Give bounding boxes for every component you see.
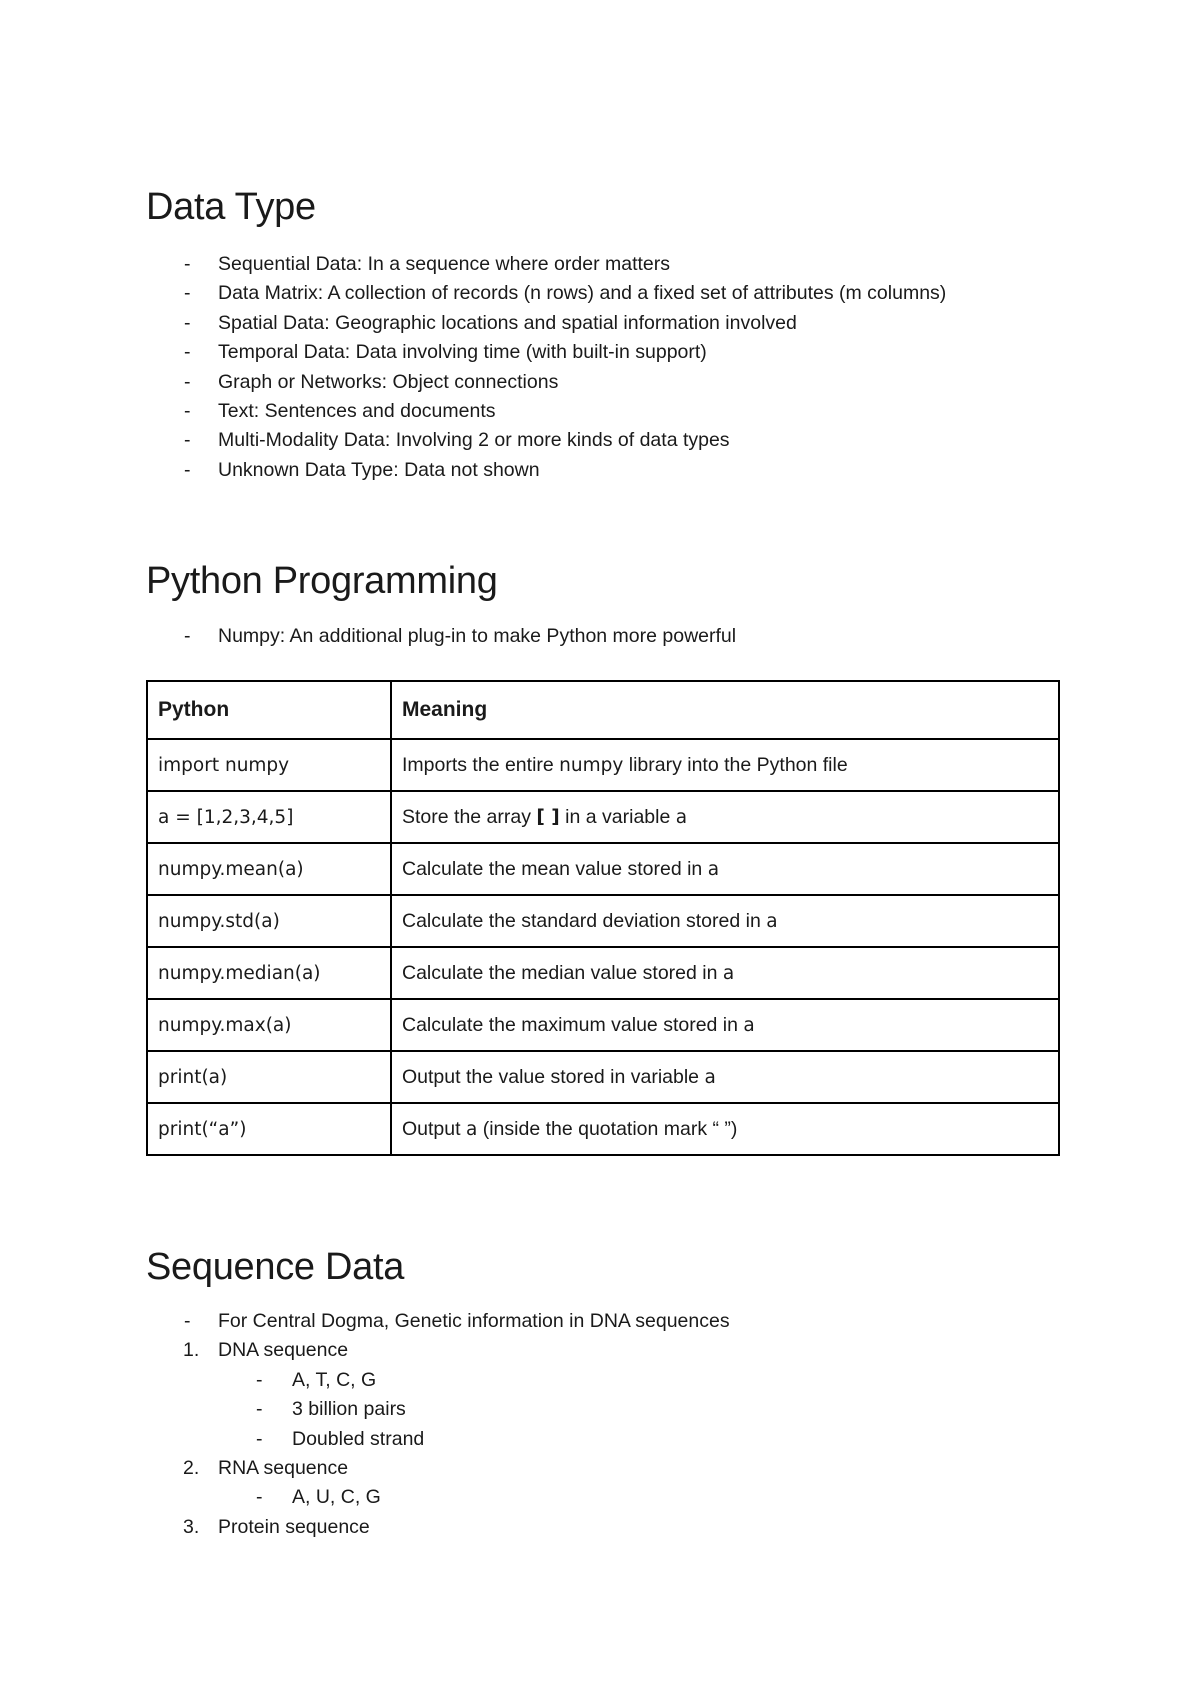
meaning-cell: Store the array [ ] in a variable a [391,791,1059,843]
table-row [147,895,1059,947]
meaning-cell: Calculate the median value stored in a [391,947,1059,999]
heading-sequence-data: Sequence Data [146,1246,405,1288]
meaning-cell: Imports the entire numpy library into the Python file [391,739,1059,791]
column-header-meaning: Meaning [391,681,1059,739]
code-cell: a = [1,2,3,4,5] [147,791,391,843]
table-row [147,843,1059,895]
code-cell: print(a) [147,1051,391,1103]
meaning-cell: Output a (inside the quotation mark “ ”) [391,1103,1059,1155]
code-cell: print(“a”) [147,1103,391,1155]
code-cell: import numpy [147,739,391,791]
heading-data-type: Data Type [146,186,316,228]
table-row [147,999,1059,1051]
table-header-row [147,681,1059,739]
meaning-cell: Output the value stored in variable a [391,1051,1059,1103]
table-row [147,1051,1059,1103]
column-header-python: Python [147,681,391,739]
table-row [147,1103,1059,1155]
meaning-cell: Calculate the maximum value stored in a [391,999,1059,1051]
table-row [147,947,1059,999]
code-cell: numpy.mean(a) [147,843,391,895]
code-cell: numpy.max(a) [147,999,391,1051]
meaning-cell: Calculate the mean value stored in a [391,843,1059,895]
code-cell: numpy.median(a) [147,947,391,999]
table-row [147,739,1059,791]
meaning-cell: Calculate the standard deviation stored in a [391,895,1059,947]
heading-python-programming: Python Programming [146,560,498,602]
table-row [147,791,1059,843]
python-table [146,680,1060,1156]
code-cell: numpy.std(a) [147,895,391,947]
